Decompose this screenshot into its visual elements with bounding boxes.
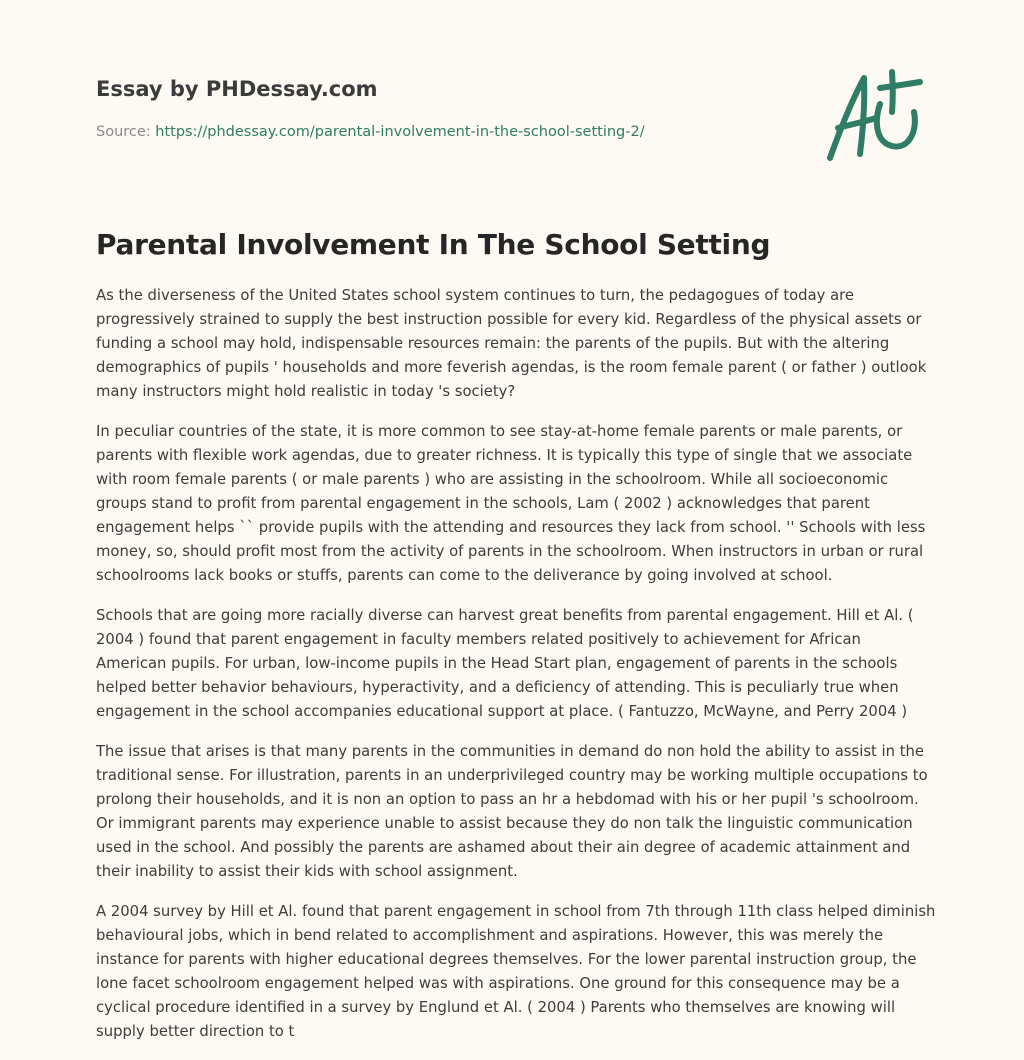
essay-body (96, 284, 936, 1060)
source-label: Source: (96, 124, 151, 140)
page-header (96, 72, 796, 142)
source-link[interactable]: https://phdessay.com/parental-involvement-in-the-school-setting-2/ (155, 124, 645, 140)
a-plus-grade-icon (818, 66, 934, 166)
essay-paragraph: As the diverseness of the United States school system continues to turn, the pedagogues of today are progressively strained to supply the best instruction possible for every kid. Regardless of the physical assets or funding a school may hold, indispensable resources remain: the parents of the pupils. But with the altering demographics of pupils ' households and more feverish agendas, is the room female parent ( or father ) outlook many instructors might hold realistic in today 's society? (96, 287, 927, 400)
essay-paragraph: Schools that are going more racially diverse can harvest great benefits from parental engagement. Hill et Al. ( 2004 ) found that parent engagement in faculty members related positively to achievement for African American pupils. For urban, low-income pupils in the Head Start plan, engagement of parents in the schools helped better behavior behaviours, hyperactivity, and a deficiency of attending. This is peculiarly true when engagement in the school accompanies educational support at place. ( Fantuzzo, McWayne, and Perry 2004 ) (96, 607, 914, 720)
site-brand: Essay by PHDessay.com (96, 77, 378, 101)
essay-paragraph: The issue that arises is that many parents in the communities in demand do non hold the ability to assist in the traditional sense. For illustration, parents in an underprivileged country may be working multiple occupations to prolong their households, and it is non an option to pass an hr a hebdomad with his or her pupil 's schoolroom. Or immigrant parents may experience unable to assist because they do non talk the linguistic communication used in the school. And possibly the parents are ashamed about their ain degree of academic attainment and their inability to assist their kids with school assignment. (96, 743, 928, 880)
essay-title: Parental Involvement In The School Setting (96, 228, 771, 261)
source-line (96, 122, 796, 142)
essay-paragraph: In peculiar countries of the state, it is more common to see stay-at-home female parents or male parents, or parents with flexible work agendas, due to greater richness. It is typically this type of single that we associate with room female parents ( or male parents ) who are assisting in the schoolroom. While all socioeconomic groups stand to profit from parental engagement in the schools, Lam ( 2002 ) acknowledges that parent engagement helps `` provide pupils with the attending and resources they lack from school. '' Schools with less money, so, should profit most from the activity of parents in the schoolroom. When instructors in urban or rural schoolrooms lack books or stuffs, parents can come to the deliverance by going involved at school. (96, 423, 926, 584)
essay-paragraph: A 2004 survey by Hill et Al. found that parent engagement in school from 7th through 11th class helped diminish behavioural jobs, which in bend related to accomplishment and aspirations. However, this was merely the instance for parents with higher educational degrees themselves. For the lower parental instruction group, the lone facet schoolroom engagement helped was with aspirations. One ground for this consequence may be a cyclical procedure identified in a survey by Englund et Al. ( 2004 ) Parents who themselves are knowing will supply better direction to t (96, 903, 936, 1040)
